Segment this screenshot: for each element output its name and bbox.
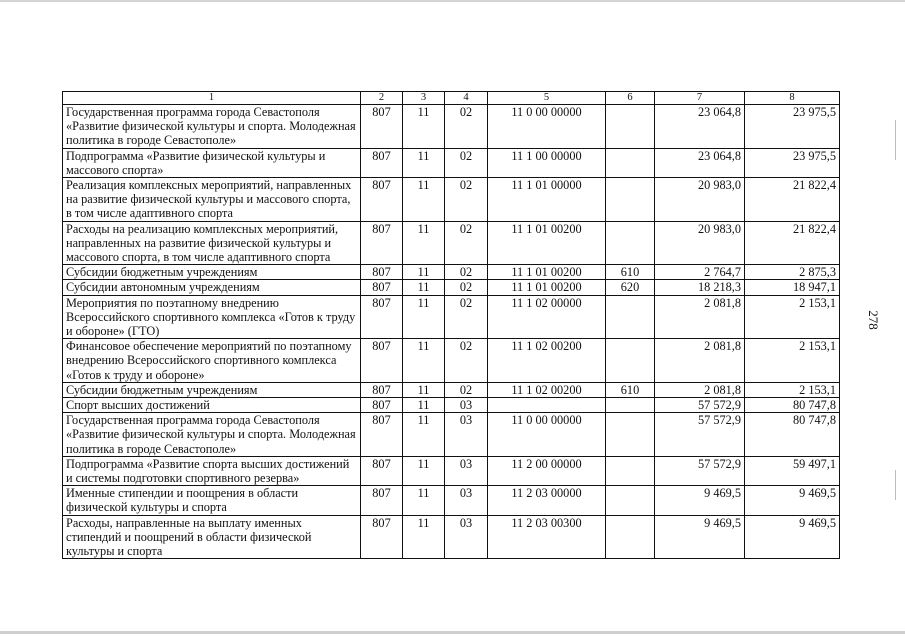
amount-year1-cell: 57 572,9 (655, 413, 745, 457)
amount-year1-cell: 23 064,8 (655, 105, 745, 149)
table-row (63, 515, 840, 559)
expense-type-cell (606, 221, 655, 265)
target-code-cell: 11 1 02 00200 (488, 382, 606, 397)
chapter-cell: 807 (361, 398, 403, 413)
section-cell: 11 (403, 515, 445, 559)
budget-table-container (62, 91, 840, 559)
expense-type-cell (606, 413, 655, 457)
header-cell: 6 (606, 92, 655, 105)
amount-year1-cell: 2 081,8 (655, 295, 745, 339)
target-code-cell (488, 398, 606, 413)
chapter-cell: 807 (361, 339, 403, 383)
section-cell: 11 (403, 265, 445, 280)
amount-year2-cell: 59 497,1 (745, 456, 840, 485)
row-name-cell: Государственная программа города Севастополя «Развитие физической культуры и спорта. Молодежная политика в городе Севастополе» (63, 105, 361, 149)
subsection-cell: 02 (445, 382, 488, 397)
chapter-cell: 807 (361, 280, 403, 295)
section-cell: 11 (403, 382, 445, 397)
amount-year2-cell: 2 875,3 (745, 265, 840, 280)
scan-top-edge (0, 0, 905, 2)
row-name-cell: Расходы, направленные на выплату именных стипендий и поощрений в области физической культуры и спорта (63, 515, 361, 559)
section-cell: 11 (403, 280, 445, 295)
row-name-cell: Субсидии бюджетным учреждениям (63, 265, 361, 280)
chapter-cell: 807 (361, 105, 403, 149)
header-cell: 5 (488, 92, 606, 105)
expense-type-cell (606, 295, 655, 339)
section-cell: 11 (403, 456, 445, 485)
row-name-cell: Мероприятия по поэтапному внедрению Всероссийского спортивного комплекса «Готов к труду и обороне» (ГТО) (63, 295, 361, 339)
expense-type-cell: 620 (606, 280, 655, 295)
subsection-cell: 02 (445, 105, 488, 149)
target-code-cell: 11 1 01 00200 (488, 221, 606, 265)
table-row (63, 105, 840, 149)
amount-year2-cell: 23 975,5 (745, 105, 840, 149)
amount-year1-cell: 23 064,8 (655, 148, 745, 177)
row-name-cell: Спорт высших достижений (63, 398, 361, 413)
expense-type-cell (606, 486, 655, 515)
row-name-cell: Подпрограмма «Развитие физической культуры и массового спорта» (63, 148, 361, 177)
amount-year2-cell: 18 947,1 (745, 280, 840, 295)
amount-year1-cell: 2 764,7 (655, 265, 745, 280)
header-cell: 8 (745, 92, 840, 105)
table-row (63, 456, 840, 485)
amount-year2-cell: 2 153,1 (745, 295, 840, 339)
amount-year2-cell: 21 822,4 (745, 221, 840, 265)
subsection-cell: 03 (445, 398, 488, 413)
expense-type-cell (606, 398, 655, 413)
section-cell: 11 (403, 178, 445, 222)
chapter-cell: 807 (361, 148, 403, 177)
row-name-cell: Субсидии бюджетным учреждениям (63, 382, 361, 397)
subsection-cell: 02 (445, 178, 488, 222)
target-code-cell: 11 1 01 00200 (488, 265, 606, 280)
amount-year2-cell: 80 747,8 (745, 398, 840, 413)
subsection-cell: 02 (445, 280, 488, 295)
expense-type-cell (606, 105, 655, 149)
table-row (63, 398, 840, 413)
amount-year1-cell: 9 469,5 (655, 486, 745, 515)
table-row (63, 280, 840, 295)
chapter-cell: 807 (361, 295, 403, 339)
subsection-cell: 02 (445, 148, 488, 177)
row-name-cell: Реализация комплексных мероприятий, направленных на развитие физической культуры и массового спорта, в том числе адаптивного спорта (63, 178, 361, 222)
table-row (63, 265, 840, 280)
budget-table (62, 91, 840, 559)
target-code-cell: 11 2 03 00300 (488, 515, 606, 559)
row-name-cell: Именные стипендии и поощрения в области физической культуры и спорта (63, 486, 361, 515)
target-code-cell: 11 1 01 00000 (488, 178, 606, 222)
chapter-cell: 807 (361, 456, 403, 485)
target-code-cell: 11 0 00 00000 (488, 105, 606, 149)
amount-year1-cell: 57 572,9 (655, 456, 745, 485)
table-row (63, 339, 840, 383)
expense-type-cell (606, 515, 655, 559)
row-name-cell: Подпрограмма «Развитие спорта высших достижений и системы подготовки спортивного резерва» (63, 456, 361, 485)
table-row (63, 295, 840, 339)
section-cell: 11 (403, 148, 445, 177)
amount-year1-cell: 9 469,5 (655, 515, 745, 559)
table-header-row (63, 92, 840, 105)
chapter-cell: 807 (361, 265, 403, 280)
amount-year2-cell: 9 469,5 (745, 515, 840, 559)
amount-year1-cell: 20 983,0 (655, 221, 745, 265)
amount-year1-cell: 2 081,8 (655, 382, 745, 397)
amount-year1-cell: 20 983,0 (655, 178, 745, 222)
row-name-cell: Финансовое обеспечение мероприятий по поэтапному внедрению Всероссийского спортивного комплекса «Готов к труду и обороне» (63, 339, 361, 383)
amount-year2-cell: 9 469,5 (745, 486, 840, 515)
chapter-cell: 807 (361, 515, 403, 559)
chapter-cell: 807 (361, 486, 403, 515)
expense-type-cell (606, 178, 655, 222)
table-row (63, 382, 840, 397)
target-code-cell: 11 1 00 00000 (488, 148, 606, 177)
scan-bottom-edge (0, 631, 905, 634)
subsection-cell: 02 (445, 221, 488, 265)
section-cell: 11 (403, 398, 445, 413)
table-row (63, 221, 840, 265)
expense-type-cell: 610 (606, 382, 655, 397)
section-cell: 11 (403, 105, 445, 149)
amount-year2-cell: 80 747,8 (745, 413, 840, 457)
section-cell: 11 (403, 295, 445, 339)
chapter-cell: 807 (361, 178, 403, 222)
subsection-cell: 03 (445, 456, 488, 485)
header-cell: 4 (445, 92, 488, 105)
target-code-cell: 11 0 00 00000 (488, 413, 606, 457)
subsection-cell: 03 (445, 413, 488, 457)
target-code-cell: 11 2 03 00000 (488, 486, 606, 515)
target-code-cell: 11 1 02 00000 (488, 295, 606, 339)
target-code-cell: 11 1 02 00200 (488, 339, 606, 383)
margin-mark (895, 120, 896, 160)
row-name-cell: Государственная программа города Севастополя «Развитие физической культуры и спорта. Молодежная политика в городе Севастополе» (63, 413, 361, 457)
target-code-cell: 11 2 00 00000 (488, 456, 606, 485)
target-code-cell: 11 1 01 00200 (488, 280, 606, 295)
row-name-cell: Субсидии автономным учреждениям (63, 280, 361, 295)
expense-type-cell (606, 456, 655, 485)
amount-year1-cell: 18 218,3 (655, 280, 745, 295)
subsection-cell: 03 (445, 515, 488, 559)
subsection-cell: 03 (445, 486, 488, 515)
section-cell: 11 (403, 413, 445, 457)
amount-year1-cell: 57 572,9 (655, 398, 745, 413)
subsection-cell: 02 (445, 339, 488, 383)
row-name-cell: Расходы на реализацию комплексных мероприятий, направленных на развитие физической культуры и массового спорта, в том числе адаптивного спорта (63, 221, 361, 265)
amount-year2-cell: 23 975,5 (745, 148, 840, 177)
table-row (63, 178, 840, 222)
header-cell: 3 (403, 92, 445, 105)
chapter-cell: 807 (361, 382, 403, 397)
expense-type-cell (606, 339, 655, 383)
header-cell: 7 (655, 92, 745, 105)
chapter-cell: 807 (361, 413, 403, 457)
chapter-cell: 807 (361, 221, 403, 265)
expense-type-cell: 610 (606, 265, 655, 280)
table-row (63, 486, 840, 515)
section-cell: 11 (403, 339, 445, 383)
subsection-cell: 02 (445, 265, 488, 280)
page-number: 278 (865, 310, 881, 330)
section-cell: 11 (403, 221, 445, 265)
expense-type-cell (606, 148, 655, 177)
table-row (63, 148, 840, 177)
table-row (63, 413, 840, 457)
section-cell: 11 (403, 486, 445, 515)
header-cell: 2 (361, 92, 403, 105)
header-cell: 1 (63, 92, 361, 105)
amount-year1-cell: 2 081,8 (655, 339, 745, 383)
amount-year2-cell: 2 153,1 (745, 382, 840, 397)
amount-year2-cell: 21 822,4 (745, 178, 840, 222)
amount-year2-cell: 2 153,1 (745, 339, 840, 383)
subsection-cell: 02 (445, 295, 488, 339)
margin-mark (895, 470, 896, 500)
